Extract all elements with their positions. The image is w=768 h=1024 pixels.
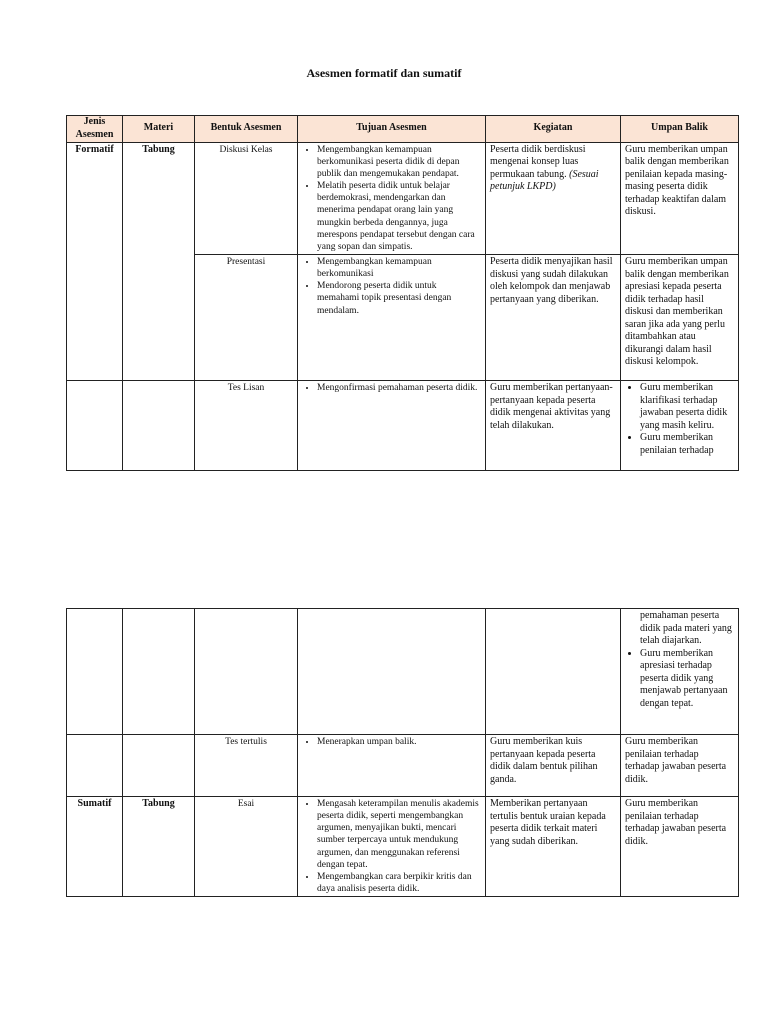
jenis-formatif: Formatif (67, 142, 123, 380)
list-item: • Guru memberikan apresiasi terhadap peserta didik yang menjawab pertanyaan dengan tepat. (640, 648, 734, 711)
list-item: • Guru memberikan klarifikasi terhadap jawaban peserta didik yang masih keliru. (640, 382, 734, 432)
list-item: • Mendorong peserta didik untuk memahami topik presentasi dengan mendalam. (317, 280, 481, 316)
table-row (67, 381, 739, 471)
umpan-balik-cell (621, 609, 739, 735)
kegiatan-cell: Memberikan pertanyaan tertulis bentuk uraian kepada peserta didik terkait materi yang sudah diberikan. (486, 797, 621, 897)
kegiatan-cell: Guru memberikan pertanyaan-pertanyaan kepada peserta didik mengenai aktivitas yang telah dilakukan. (486, 381, 621, 471)
list-item: • Mengasah keterampilan menulis akademis peserta didik, seperti mengembangkan argumen, menyajikan bukti, mencari sumber terpercaya untuk mendukung argumen, dan menggunakan referensi dengan tepat. (317, 798, 481, 871)
umpan-balik-cell (621, 381, 739, 471)
umpan-balik-continued-line: pemahaman peserta didik pada materi yang telah diajarkan. (640, 610, 732, 646)
table-row (67, 797, 739, 897)
table-row (67, 609, 739, 735)
bentuk-cell: Presentasi (195, 255, 298, 381)
tujuan-cell (298, 735, 486, 797)
umpan-balik-cell: Guru memberikan umpan balik dengan memberikan apresiasi kepada peserta didik terhadap hasil diskusi dan memberikan saran jika ada yang perlu ditambahkan atau dikurangi dalam hasil diskusi kelompok. (621, 255, 739, 381)
tujuan-cell (298, 381, 486, 471)
materi-empty-cell (123, 735, 195, 797)
list-item: • Mengembangkan kemampuan berkomunikasi peserta didik di depan publik dan mengemukakan pendapat. (317, 144, 481, 180)
header-jenis-asesmen: Jenis Asesmen (67, 116, 123, 143)
jenis-empty-cell (67, 381, 123, 471)
list-item: • Guru memberikan penilaian terhadap (640, 432, 734, 457)
list-item: • Menerapkan umpan balik. (317, 736, 481, 748)
list-item: • Mengonfirmasi pemahaman peserta didik. (317, 382, 481, 394)
list-item: • Mengembangkan cara berpikir kritis dan daya analisis peserta didik. (317, 871, 481, 895)
bentuk-cell: Tes tertulis (195, 735, 298, 797)
bentuk-empty-cell (195, 609, 298, 735)
table-row (67, 142, 739, 254)
tujuan-cell (298, 255, 486, 381)
page-title: Asesmen formatif dan sumatif (306, 66, 462, 80)
header-umpan-balik: Umpan Balik (621, 116, 739, 143)
table-row (67, 735, 739, 797)
list-item: • Mengembangkan kemampuan berkomunikasi (317, 256, 481, 280)
kegiatan-empty-cell (486, 609, 621, 735)
jenis-empty-cell (67, 735, 123, 797)
umpan-balik-cell: Guru memberikan penilaian terhadap terhadap jawaban peserta didik. (621, 797, 739, 897)
umpan-balik-cell: Guru memberikan umpan balik dengan memberikan penilaian kepada masing-masing peserta didik terhadap keaktifan dalam diskusi. (621, 142, 739, 254)
tujuan-cell (298, 797, 486, 897)
header-kegiatan: Kegiatan (486, 116, 621, 143)
kegiatan-cell: Peserta didik menyajikan hasil diskusi yang sudah dilakukan oleh kelompok dan menjawab pertanyaan yang diberikan. (486, 255, 621, 381)
bentuk-cell: Esai (195, 797, 298, 897)
header-bentuk-asesmen: Bentuk Asesmen (195, 116, 298, 143)
jenis-empty-cell (67, 609, 123, 735)
tujuan-cell (298, 142, 486, 254)
bentuk-cell: Tes Lisan (195, 381, 298, 471)
materi-empty-cell (123, 609, 195, 735)
kegiatan-text: Peserta didik berdiskusi mengenai konsep luas permukaan tabung. (490, 143, 586, 180)
materi-sumatif: Tabung (123, 797, 195, 897)
materi-empty-cell (123, 381, 195, 471)
assessment-table-part-1 (66, 115, 739, 471)
table-header-row (67, 116, 739, 143)
bentuk-cell: Diskusi Kelas (195, 142, 298, 254)
list-item: • Melatih peserta didik untuk belajar berdemokrasi, mendengarkan dan menerima pendapat orang lain yang mungkin berbeda dengannya, juga merespons pendapat tersebut dengan cara yang sopan dan simpatis. (317, 180, 481, 253)
umpan-balik-cell: Guru memberikan penilaian terhadap terhadap jawaban peserta didik. (621, 735, 739, 797)
kegiatan-cell: Guru memberikan kuis pertanyaan kepada peserta didik dalam bentuk pilihan ganda. (486, 735, 621, 797)
kegiatan-cell (486, 142, 621, 254)
header-materi: Materi (123, 116, 195, 143)
jenis-sumatif: Sumatif (67, 797, 123, 897)
header-tujuan-asesmen: Tujuan Asesmen (298, 116, 486, 143)
kegiatan-note: (Sesuai petunjuk LKPD) (490, 168, 599, 193)
materi-formatif: Tabung (123, 142, 195, 380)
tujuan-empty-cell (298, 609, 486, 735)
assessment-table-part-2 (66, 608, 739, 897)
